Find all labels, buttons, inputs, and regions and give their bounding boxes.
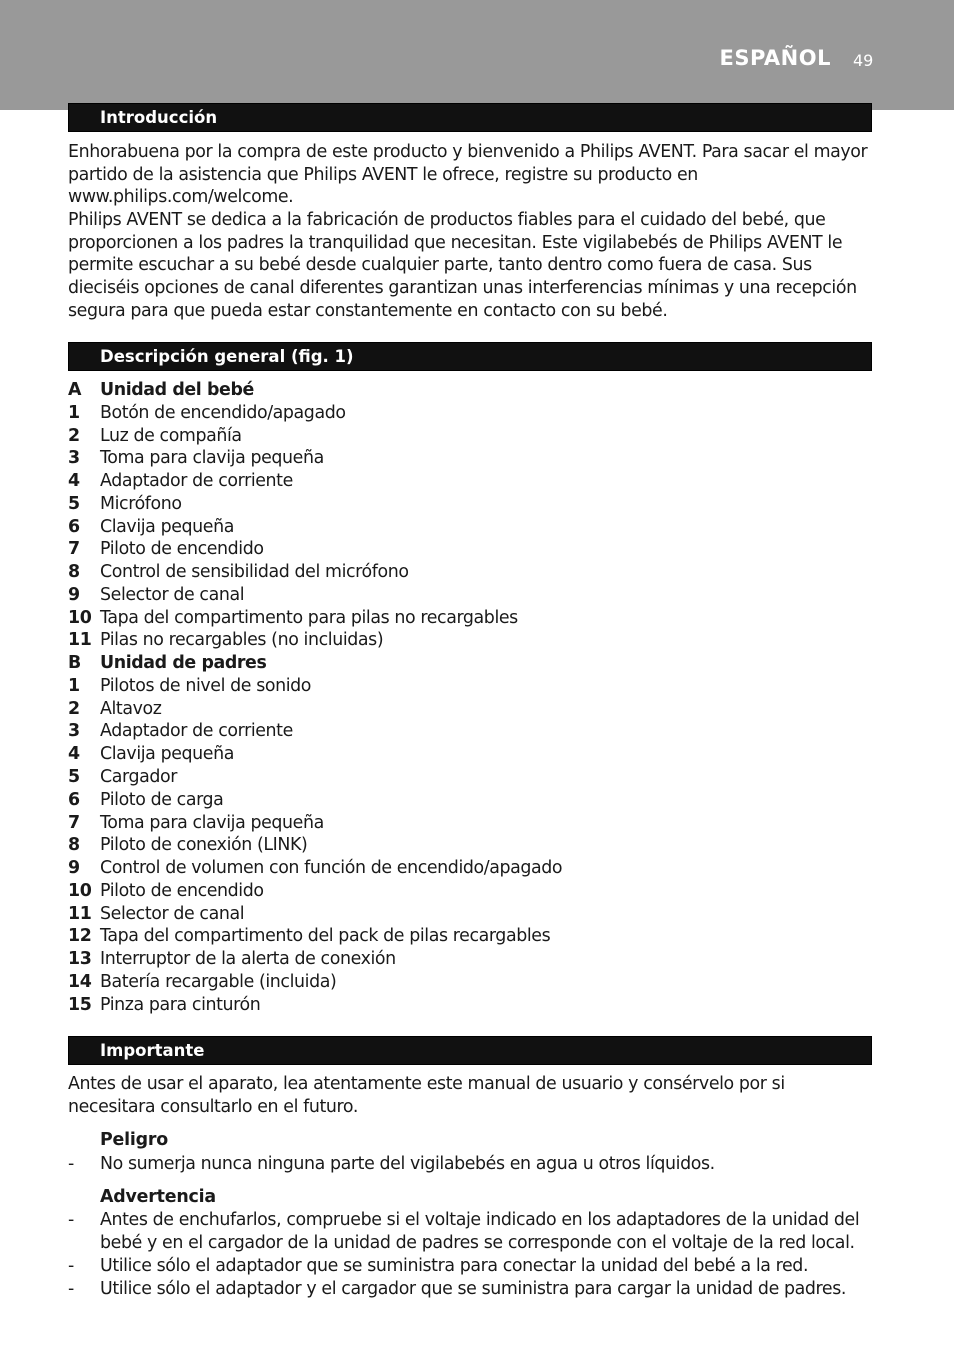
item-key: 13	[68, 949, 92, 970]
item-label: Botón de encendido/apagado	[100, 402, 346, 423]
list-item	[68, 538, 868, 561]
item-label: Control de sensibilidad del micrófono	[100, 562, 409, 583]
danger-heading: Peligro	[100, 1130, 169, 1150]
item-label: Piloto de conexión (LINK)	[100, 835, 308, 856]
list-item	[68, 561, 868, 584]
item-label: Adaptador de corriente	[100, 471, 293, 492]
item-label: Toma para clavija pequeña	[100, 812, 324, 833]
section-header-important	[68, 1036, 872, 1065]
overview-list	[68, 379, 868, 1016]
item-label: Control de volumen con función de encendido/apagado	[100, 858, 563, 879]
item-key: 3	[68, 721, 80, 742]
item-key: 6	[68, 789, 80, 810]
item-label: Piloto de encendido	[100, 880, 264, 901]
bullet-text: No sumerja nunca ninguna parte del vigilabebés en agua u otros líquidos.	[100, 1154, 715, 1174]
list-group-heading	[68, 652, 868, 675]
item-key: 5	[68, 493, 80, 514]
section-header-intro	[68, 103, 872, 132]
list-group-heading	[68, 379, 868, 402]
item-label: Selector de canal	[100, 584, 245, 605]
intro-paragraph-1: Enhorabuena por la compra de este producto y bienvenido a Philips AVENT. Para sacar el mayor partido de la asistencia que Philips AVENT le ofrece, registre su producto en www.philips.com/welcome.	[68, 142, 868, 208]
item-key: 1	[68, 402, 80, 423]
item-label: Tapa del compartimento del pack de pilas recargables	[100, 926, 551, 947]
item-label: Luz de compañía	[100, 425, 242, 446]
item-label: Clavija pequeña	[100, 516, 234, 537]
item-key: 9	[68, 858, 80, 879]
list-item	[68, 720, 868, 743]
list-item	[68, 493, 868, 516]
section-title: Introducción	[100, 108, 218, 127]
item-key: 6	[68, 516, 80, 537]
item-key: 7	[68, 539, 80, 560]
item-label: Batería recargable (incluida)	[100, 971, 337, 992]
item-key: 1	[68, 675, 80, 696]
item-label: Clavija pequeña	[100, 744, 234, 765]
item-key: 7	[68, 812, 80, 833]
item-key: 8	[68, 562, 80, 583]
item-label: Adaptador de corriente	[100, 721, 293, 742]
item-key: 2	[68, 698, 80, 719]
important-paragraph: Antes de usar el aparato, lea atentamente este manual de usuario y consérvelo por si necesitara consultarlo en el futuro.	[68, 1074, 785, 1117]
list-item	[68, 766, 868, 789]
item-key: 4	[68, 744, 80, 765]
bullet-text: Utilice sólo el adaptador y el cargador que se suministra para cargar la unidad de padres.	[100, 1279, 846, 1299]
bullet-dash: -	[68, 1210, 74, 1230]
list-item	[68, 447, 868, 470]
intro-paragraph-2: Philips AVENT se dedica a la fabricación de productos fiables para el cuidado del bebé, que proporcionen a los padres la tranquilidad que necesitan. Este vigilabebés de Philips AVENT le permite escuchar a su bebé desde cualquier parte, tanto dentro como fuera de casa. Sus dieciséis opciones de canal diferentes garantizan unas interferencias mínimas y una recepción segura para que pueda estar constantemente en contacto con su bebé.	[68, 210, 857, 321]
list-item	[68, 402, 868, 425]
list-item	[68, 948, 868, 971]
item-key: 11	[68, 903, 92, 924]
item-label: Unidad del bebé	[100, 380, 254, 400]
bullet-dash: -	[68, 1279, 74, 1299]
list-item	[68, 857, 868, 880]
list-item	[68, 698, 868, 721]
item-key: B	[68, 653, 81, 674]
list-item	[68, 425, 868, 448]
language-label: ESPAÑOL	[719, 46, 831, 70]
item-label: Toma para clavija pequeña	[100, 448, 324, 469]
page-number: 49	[853, 51, 874, 70]
item-label: Unidad de padres	[100, 653, 267, 674]
item-key: 11	[68, 630, 92, 651]
list-item	[68, 971, 868, 994]
item-label: Altavoz	[100, 698, 162, 719]
item-label: Pinza para cinturón	[100, 994, 261, 1015]
item-label: Piloto de carga	[100, 789, 224, 810]
bullet-text: Antes de enchufarlos, compruebe si el voltaje indicado en los adaptadores de la unidad del bebé y en el cargador de la unidad de padres se corresponde con el voltaje de la red local.	[100, 1210, 860, 1253]
list-item	[68, 743, 868, 766]
warning-heading: Advertencia	[100, 1187, 216, 1207]
list-item	[68, 925, 868, 948]
item-label: Cargador	[100, 767, 177, 788]
list-item	[68, 584, 868, 607]
list-item	[68, 675, 868, 698]
item-key: 3	[68, 448, 80, 469]
item-key: 5	[68, 767, 80, 788]
list-item	[68, 516, 868, 539]
item-key: 15	[68, 994, 92, 1015]
item-label: Selector de canal	[100, 903, 245, 924]
item-key: 4	[68, 471, 80, 492]
list-item	[68, 903, 868, 926]
list-item	[68, 629, 868, 652]
section-header-overview	[68, 342, 872, 371]
item-key: 2	[68, 425, 80, 446]
item-key: 9	[68, 584, 80, 605]
item-key: 14	[68, 971, 92, 992]
item-key: 10	[68, 880, 92, 901]
list-item	[68, 812, 868, 835]
list-item	[68, 880, 868, 903]
section-title: Importante	[100, 1041, 205, 1060]
list-item	[68, 834, 868, 857]
bullet-text: Utilice sólo el adaptador que se suministra para conectar la unidad del bebé a la red.	[100, 1256, 809, 1276]
list-item	[68, 607, 868, 630]
item-label: Pilas no recargables (no incluidas)	[100, 630, 384, 651]
bullet-dash: -	[68, 1256, 74, 1276]
item-key: 10	[68, 607, 92, 628]
section-title: Descripción general (fig. 1)	[100, 347, 354, 366]
item-label: Micrófono	[100, 493, 182, 514]
item-label: Piloto de encendido	[100, 539, 264, 560]
item-label: Tapa del compartimento para pilas no recargables	[100, 607, 518, 628]
item-key: 12	[68, 926, 92, 947]
bullet-dash: -	[68, 1154, 74, 1174]
list-item	[68, 994, 868, 1017]
list-item	[68, 470, 868, 493]
list-item	[68, 789, 868, 812]
item-key: 8	[68, 835, 80, 856]
item-key: A	[68, 380, 82, 400]
item-label: Interruptor de la alerta de conexión	[100, 949, 396, 970]
item-label: Pilotos de nivel de sonido	[100, 675, 312, 696]
